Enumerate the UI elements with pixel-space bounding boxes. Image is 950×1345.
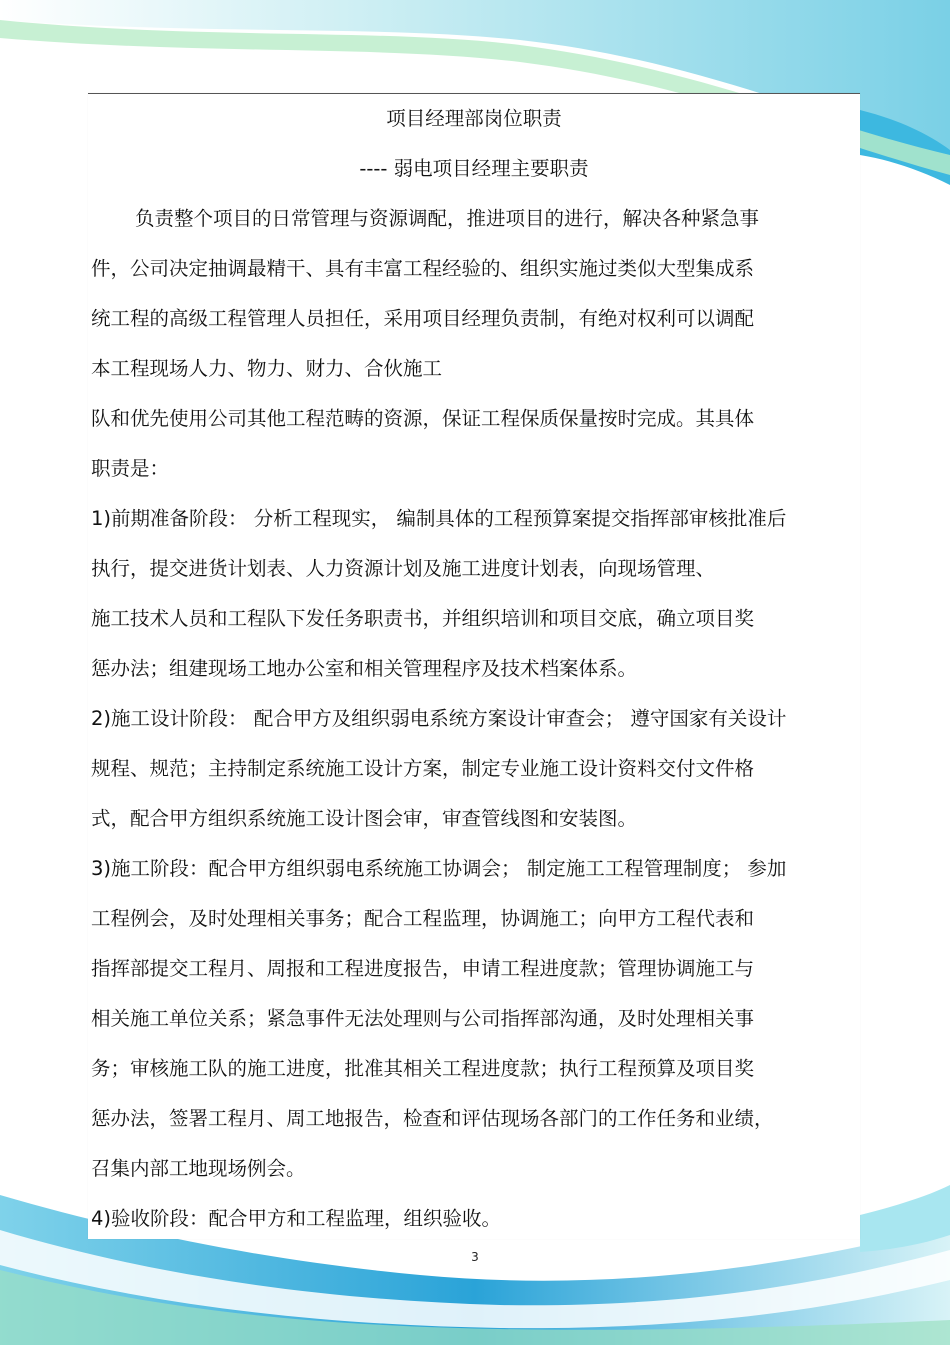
paragraph-line: 惩办法；组建现场工地办公室和相关管理程序及技术档案体系。 bbox=[91, 657, 638, 680]
paragraph-line: 3)施工阶段：配合甲方组织弱电系统施工协调会； 制定施工工程管理制度； 参加 bbox=[91, 857, 787, 880]
paragraph-line: 件，公司决定抽调最精干、具有丰富工程经验的、组织实施过类似大型集成系 bbox=[91, 257, 755, 280]
paragraph-line: 规程、规范；主持制定系统施工设计方案，制定专业施工设计资料交付文件格 bbox=[91, 757, 755, 780]
document-subtitle: ---- 弱电项目经理主要职责 bbox=[359, 157, 589, 180]
paragraph-line: 1)前期准备阶段： 分析工程现实， 编制具体的工程预算案提交指挥部审核批准后 bbox=[91, 507, 787, 530]
page-number: 3 bbox=[471, 1250, 479, 1264]
paragraph-line: 工程例会，及时处理相关事务；配合工程监理，协调施工；向甲方工程代表和 bbox=[91, 907, 755, 930]
paragraph-line: 式，配合甲方组织系统施工设计图会审，审查管线图和安装图。 bbox=[91, 807, 638, 830]
paragraph-line: 召集内部工地现场例会。 bbox=[91, 1157, 306, 1180]
paragraph-line: 负责整个项目的日常管理与资源调配，推进项目的进行，解决各种紧急事 bbox=[135, 207, 760, 230]
paragraph-line: 本工程现场人力、物力、财力、合伙施工 bbox=[91, 357, 443, 380]
paragraph-line: 职责是： bbox=[91, 457, 170, 480]
paragraph-line: 队和优先使用公司其他工程范畴的资源，保证工程保质保量按时完成。其具体 bbox=[91, 407, 755, 430]
paragraph-line: 务；审核施工队的施工进度，批准其相关工程进度款；执行工程预算及项目奖 bbox=[91, 1057, 755, 1080]
paragraph-line: 4)验收阶段：配合甲方和工程监理，组织验收。 bbox=[91, 1207, 502, 1230]
paragraph-line: 指挥部提交工程月、周报和工程进度报告，申请工程进度款；管理协调施工与 bbox=[91, 957, 755, 980]
paragraph-line: 施工技术人员和工程队下发任务职责书，并组织培训和项目交底，确立项目奖 bbox=[91, 607, 755, 630]
document-page bbox=[88, 93, 860, 1239]
paragraph-line: 统工程的高级工程管理人员担任，采用项目经理负责制，有绝对权利可以调配 bbox=[91, 307, 755, 330]
paragraph-line: 相关施工单位关系；紧急事件无法处理则与公司指挥部沟通，及时处理相关事 bbox=[91, 1007, 755, 1030]
paragraph-line: 惩办法，签署工程月、周工地报告，检查和评估现场各部门的工作任务和业绩， bbox=[91, 1107, 774, 1130]
paragraph-line: 2)施工设计阶段： 配合甲方及组织弱电系统方案设计审查会； 遵守国家有关设计 bbox=[91, 707, 787, 730]
paragraph-line: 执行，提交进货计划表、人力资源计划及施工进度计划表，向现场管理、 bbox=[91, 557, 716, 580]
document-title: 项目经理部岗位职责 bbox=[386, 107, 562, 130]
